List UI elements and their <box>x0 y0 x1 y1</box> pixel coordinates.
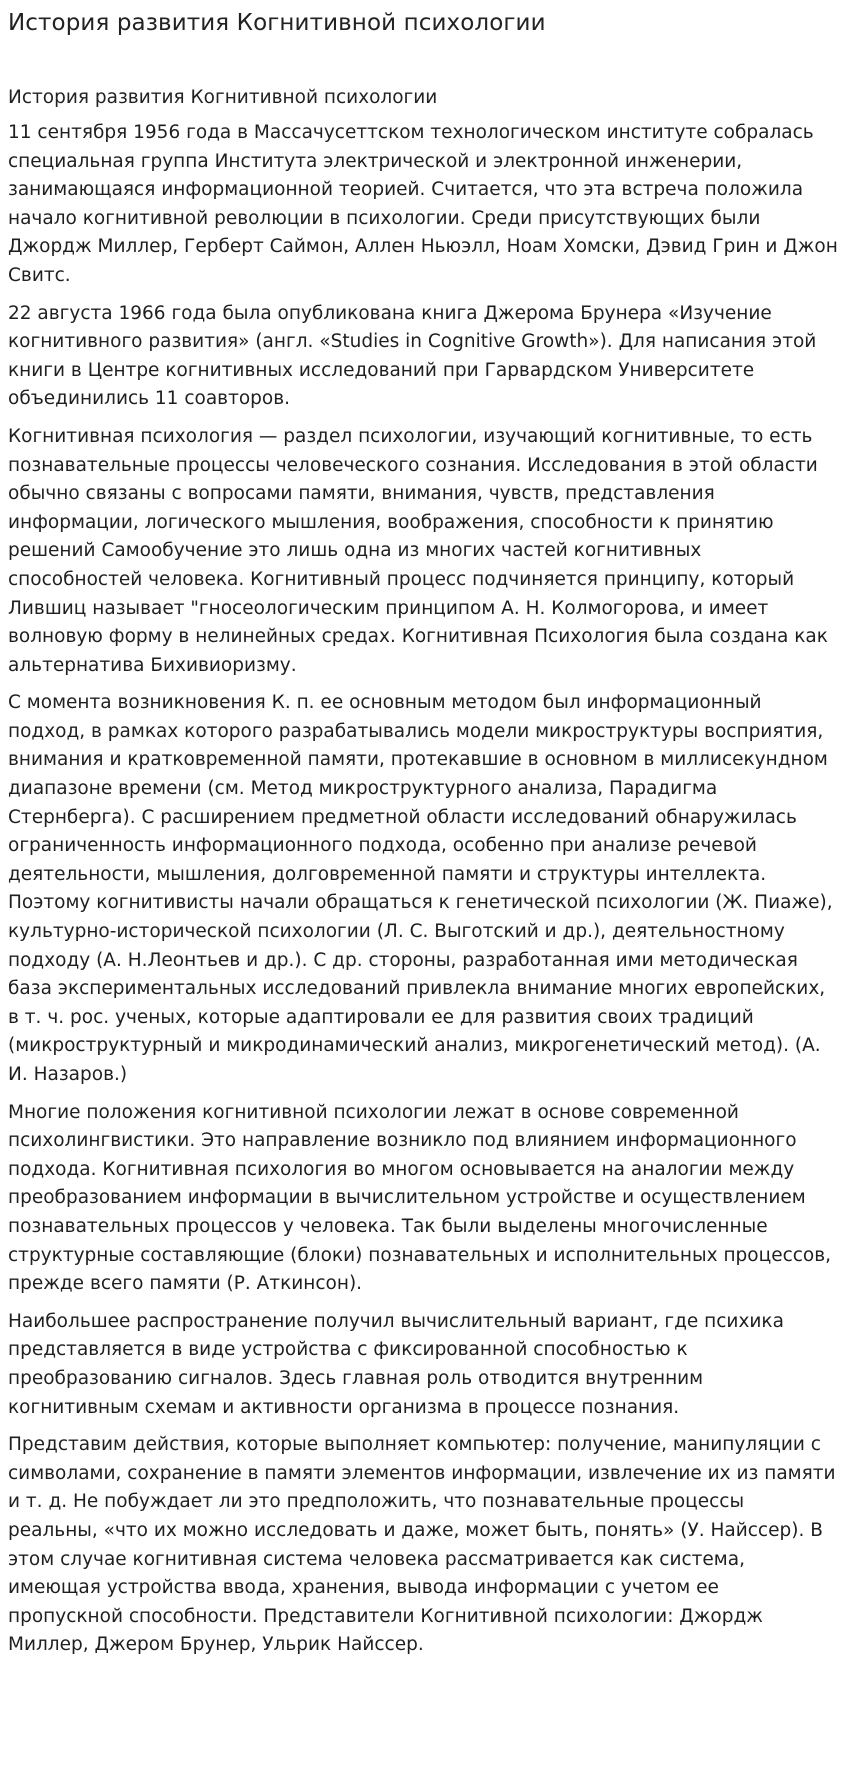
paragraph-7: Представим действия, которые выполняет компьютер: получение, манипуляции с символами, сохранение в памяти элементов информации, извлечение их из памяти и т. д. Не побуждает ли это предположить, что познавательные процессы реальны, «что их можно исследовать и даже, может быть, понять» (У. Найссер). В этом случае когнитивная система человека рассматривается как система, имеющая устройства ввода, хранения, вывода информации с учетом ее пропускной способности. Представители Когнитивной психологии: Джордж Миллер, Джером Брунер, Ульрик Найссер. <box>8 1434 836 1656</box>
paragraph-1: 11 сентября 1956 года в Массачусеттском технологическом институте собралась специальная группа Института электрической и электронной инженерии, занимающаяся информационной теорией. Считается, что эта встреча положила начало когнитивной революции в психологии. Среди присутствующих были Джордж Миллер, Герберт Саймон, Аллен Ньюэлл, Ноам Хомски, Дэвид Грин и Джон Свитс. <box>8 122 838 286</box>
section-title: История развития Когнитивной психологии <box>8 87 438 108</box>
paragraph-2: 22 августа 1966 года была опубликована книга Джерома Брунера «Изучение когнитивного развития» (англ. «Studies in Cognitive Growth»). Для написания этой книги в Центре когнитивных исследований при Гарвардском Университете объединились 11 соавторов. <box>8 302 817 410</box>
paragraph-3: Когнитивная психология — раздел психологии, изучающий когнитивные, то есть познавательные процессы человеческого сознания. Исследования в этой области обычно связаны с вопросами памяти, внимания, чувств, представления информации, логического мышления, воображения, способности к принятию решений Самообучение это лишь одна из многих частей когнитивных способностей человека. Когнитивный процесс подчиняется принципу, который Лившиц называет "гносеологическим принципом А. Н. Колмогорова, и имеет волновую форму в нелинейных средах. Когнитивная Психология была создана как альтернатива Бихивиоризму. <box>8 425 828 676</box>
paragraph-5: Многие положения когнитивной психологии лежат в основе современной психолингвистики. Это направление возникло под влиянием информационного подхода. Когнитивная психология во многом основывается на аналогии между преобразованием информации в вычислительном устройстве и осуществлением познавательных процессов у человека. Так были выделены многочисленные структурные составляющие (блоки) познавательных и исполнительных процессов, прежде всего памяти (Р. Аткинсон). <box>8 1101 832 1295</box>
page-title: История развития Когнитивной психологии <box>8 10 546 36</box>
article-body <box>8 119 839 1660</box>
paragraph-4: С момента возникновения К. п. ее основным методом был информационный подход, в рамках которого разрабатывались модели микроструктуры восприятия, внимания и кратковременной памяти, протекавшие в основном в миллисекундном диапазоне времени (см. Метод микроструктурного анализа, Парадигма Стернберга). С расширением предметной области исследований обнаружилась ограниченность информационного подхода, особенно при анализе речевой деятельности, мышления, долговременной памяти и структуры интеллекта. Поэтому когнитивисты начали обращаться к генетической психологии (Ж. Пиаже), культурно-исторической психологии (Л. С. Выготский и др.), деятельностному подходу (А. Н.Леонтьев и др.). С др. стороны, разработанная ими методическая база экспериментальных исследований привлекла внимание многих европейских, в т. ч. рос. ученых, которые адаптировали ее для развития своих традиций (микроструктурный и микродинамический анализ, микрогенетический метод). (А. И. Назаров.) <box>8 692 833 1085</box>
paragraph-6: Наибольшее распространение получил вычислительный вариант, где психика представляется в виде устройства с фиксированной способностью к преобразованию сигналов. Здесь главная роль отводится внутренним когнитивным схемам и активности организма в процессе познания. <box>8 1310 784 1418</box>
